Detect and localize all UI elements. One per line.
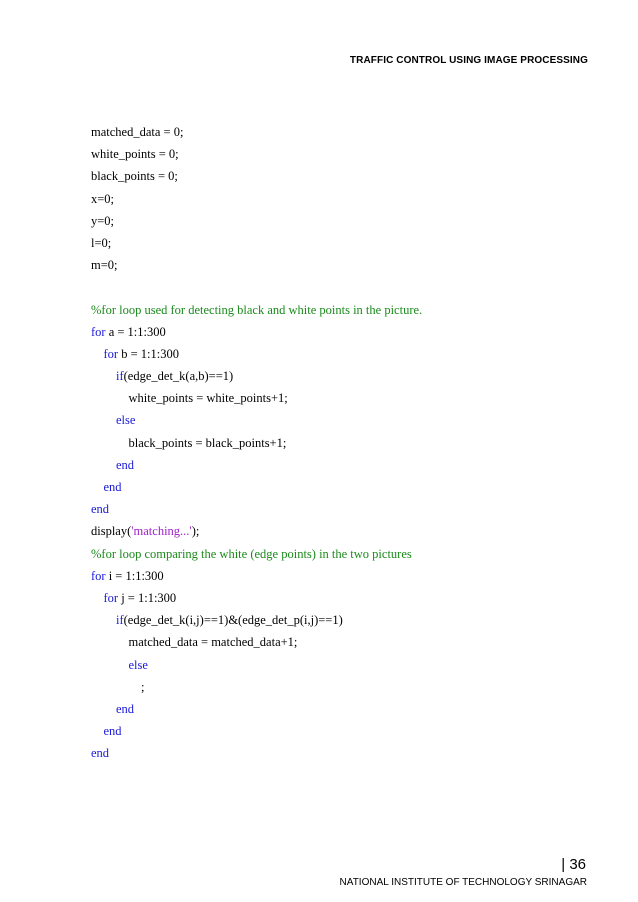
code-line xyxy=(91,299,422,321)
code-text xyxy=(91,702,116,716)
code-keyword: for xyxy=(103,346,119,361)
code-text: matched_data = matched_data+1; xyxy=(91,635,298,650)
code-text: m=0; xyxy=(91,258,118,273)
code-text xyxy=(91,591,104,605)
code-text: y=0; xyxy=(91,213,115,228)
code-line xyxy=(91,232,422,254)
code-line xyxy=(91,543,422,565)
code-line xyxy=(91,520,422,542)
code-text: i = 1:1:300 xyxy=(105,568,164,583)
code-text xyxy=(91,658,129,672)
code-text xyxy=(91,413,116,427)
code-text: black_points = 0; xyxy=(91,169,178,184)
code-text: j = 1:1:300 xyxy=(118,590,177,605)
code-keyword: end xyxy=(103,724,122,739)
code-text xyxy=(91,613,116,627)
code-text xyxy=(91,724,104,738)
code-keyword: if xyxy=(116,369,124,384)
code-block xyxy=(91,121,422,764)
code-text: display( xyxy=(91,524,132,539)
code-line xyxy=(91,387,422,409)
code-text: black_points = black_points+1; xyxy=(91,435,287,450)
code-line xyxy=(91,188,422,210)
code-line xyxy=(91,631,422,653)
code-text xyxy=(91,347,104,361)
code-keyword: else xyxy=(116,413,136,428)
code-keyword: for xyxy=(91,324,106,339)
code-text: ); xyxy=(191,524,200,539)
code-comment: %for loop used for detecting black and white points in the picture. xyxy=(91,302,423,317)
code-keyword: end xyxy=(91,746,110,761)
code-line xyxy=(91,121,422,143)
code-text: b = 1:1:300 xyxy=(118,346,179,361)
code-line xyxy=(91,409,422,431)
footer-institution: NATIONAL INSTITUTE OF TECHNOLOGY SRINAGAR xyxy=(339,877,587,888)
code-keyword: for xyxy=(103,590,119,605)
code-line xyxy=(91,587,422,609)
code-keyword: else xyxy=(128,657,148,672)
running-header: TRAFFIC CONTROL USING IMAGE PROCESSING xyxy=(349,55,588,66)
code-keyword: if xyxy=(116,613,124,628)
code-text: x=0; xyxy=(91,191,115,206)
code-line xyxy=(91,365,422,387)
code-text: (edge_det_k(a,b)==1) xyxy=(123,369,234,384)
code-text xyxy=(91,369,116,383)
code-line xyxy=(91,210,422,232)
code-line xyxy=(91,742,422,764)
code-line xyxy=(91,254,422,276)
code-text: white_points = white_points+1; xyxy=(91,391,288,406)
code-line xyxy=(91,321,422,343)
code-line xyxy=(91,498,422,520)
code-line xyxy=(91,476,422,498)
code-text: l=0; xyxy=(91,235,112,250)
code-keyword: end xyxy=(103,480,122,494)
code-keyword: end xyxy=(91,502,110,517)
code-line xyxy=(91,432,422,454)
page-number: | 36 xyxy=(561,856,586,873)
code-line xyxy=(91,609,422,631)
code-line xyxy=(91,343,422,365)
code-keyword: for xyxy=(91,568,106,583)
code-line xyxy=(91,698,422,720)
code-line xyxy=(91,676,422,698)
code-comment: %for loop comparing the white (edge points) in the two pictures xyxy=(91,546,412,561)
code-string: 'matching...' xyxy=(131,524,192,539)
code-line xyxy=(91,276,422,298)
code-text: a = 1:1:300 xyxy=(105,324,166,339)
code-text xyxy=(91,458,116,472)
code-text xyxy=(91,480,104,494)
code-keyword: end xyxy=(116,457,135,472)
code-text: (edge_det_k(i,j)==1)&(edge_det_p(i,j)==1) xyxy=(123,613,343,628)
code-line xyxy=(91,565,422,587)
code-text: ; xyxy=(91,679,145,694)
code-keyword: end xyxy=(116,701,135,716)
code-line xyxy=(91,454,422,476)
code-line xyxy=(91,654,422,676)
code-text: white_points = 0; xyxy=(91,147,179,162)
code-text: matched_data = 0; xyxy=(91,125,184,139)
code-line xyxy=(91,165,422,187)
code-line xyxy=(91,720,422,742)
code-line xyxy=(91,143,422,165)
